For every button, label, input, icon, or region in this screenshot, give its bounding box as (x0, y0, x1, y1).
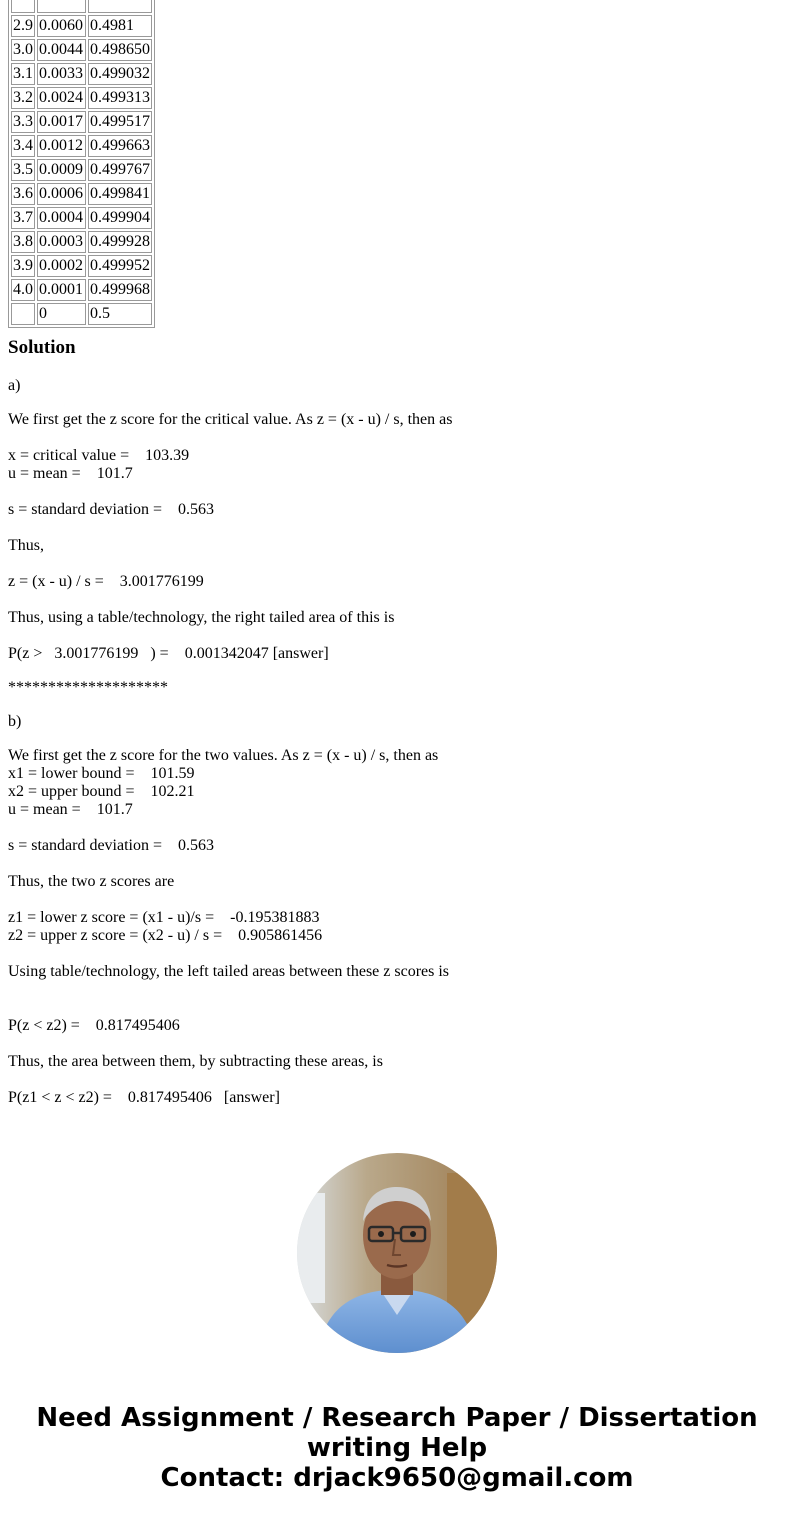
table-cell: 0.0006 (37, 183, 86, 205)
table-row (11, 279, 152, 301)
table-cell: 0.0002 (37, 255, 86, 277)
part-b-answer: P(z1 < z < z2) = 0.817495406 [answer] (8, 1089, 280, 1106)
table-cell: 0.4981 (88, 15, 152, 37)
table-cell (37, 0, 86, 13)
table-cell: 0 (37, 303, 86, 325)
table-cell: 3.1 (11, 63, 35, 85)
part-b-label: b) (8, 713, 22, 730)
table-cell: 4.0 (11, 279, 35, 301)
z-table (8, 0, 155, 328)
part-b-intro: We first get the z score for the two values. As z = (x - u) / s, then as (8, 747, 439, 764)
table-row (11, 255, 152, 277)
table-cell (11, 303, 35, 325)
part-b-z2-line: z2 = upper z score = (x2 - u) / s = 0.905861456 (8, 927, 323, 944)
part-a-label: a) (8, 377, 21, 394)
table-row (11, 63, 152, 85)
table-row (11, 39, 152, 61)
part-b-u-line: u = mean = 101.7 (8, 801, 133, 818)
table-cell (88, 0, 152, 13)
part-b-tech-line: Using table/technology, the left tailed areas between these z scores is (8, 963, 450, 980)
part-b-s-line: s = standard deviation = 0.563 (8, 837, 215, 854)
table-row (11, 87, 152, 109)
table-cell: 3.5 (11, 159, 35, 181)
table-cell: 3.4 (11, 135, 35, 157)
table-cell: 0.0003 (37, 231, 86, 253)
table-cell: 0.0001 (37, 279, 86, 301)
part-a-intro: We first get the z score for the critical value. As z = (x - u) / s, then as (8, 411, 453, 428)
table-cell: 0.499841 (88, 183, 152, 205)
banner-line-1: Need Assignment / Research Paper / Dissertation (36, 1403, 758, 1433)
part-a-u-line: u = mean = 101.7 (8, 465, 133, 482)
part-a-s-line: s = standard deviation = 0.563 (8, 501, 215, 518)
table-cell: 0.0012 (37, 135, 86, 157)
table-cell: 3.2 (11, 87, 35, 109)
table-cell: 0.0017 (37, 111, 86, 133)
table-cell: 0.499517 (88, 111, 152, 133)
table-cell: 3.8 (11, 231, 35, 253)
table-row (11, 303, 152, 325)
table-row (11, 15, 152, 37)
part-b-between-line: Thus, the area between them, by subtracting these areas, is (8, 1053, 383, 1070)
avatar-portrait (297, 1153, 497, 1353)
table-row (11, 111, 152, 133)
table-cell: 0.0060 (37, 15, 86, 37)
table-cell: 0.499952 (88, 255, 152, 277)
part-a-z-line: z = (x - u) / s = 3.001776199 (8, 573, 204, 590)
part-a-table-line: Thus, using a table/technology, the right tailed area of this is (8, 609, 395, 626)
table-cell: 3.7 (11, 207, 35, 229)
table-cell: 0.0044 (37, 39, 86, 61)
table-cell: 0.499663 (88, 135, 152, 157)
part-b-x2-line: x2 = upper bound = 102.21 (8, 783, 195, 800)
part-a-answer: P(z > 3.001776199 ) = 0.001342047 [answer] (8, 645, 329, 662)
part-b-z1-line: z1 = lower z score = (x1 - u)/s = -0.195381883 (8, 909, 320, 926)
contact-banner (0, 1403, 794, 1493)
separator: ******************** (8, 679, 168, 696)
table-cell: 0.499904 (88, 207, 152, 229)
banner-line-2: writing Help (306, 1433, 488, 1463)
solution-heading: Solution (8, 337, 76, 358)
table-cell: 0.499968 (88, 279, 152, 301)
avatar (297, 1153, 497, 1353)
banner-contact: Contact: drjack9650@gmail.com (160, 1463, 634, 1493)
table-row (11, 0, 152, 13)
table-row (11, 207, 152, 229)
table-cell: 0.5 (88, 303, 152, 325)
table-row (11, 159, 152, 181)
table-cell: 0.499032 (88, 63, 152, 85)
table-cell: 0.499928 (88, 231, 152, 253)
table-cell: 0.0033 (37, 63, 86, 85)
table-cell (11, 0, 35, 13)
table-cell: 0.498650 (88, 39, 152, 61)
table-cell: 3.9 (11, 255, 35, 277)
table-row (11, 231, 152, 253)
table-cell: 0.499767 (88, 159, 152, 181)
table-row (11, 183, 152, 205)
table-cell: 3.6 (11, 183, 35, 205)
part-b-x1-line: x1 = lower bound = 101.59 (8, 765, 195, 782)
z-table-body (11, 0, 152, 325)
part-a-thus: Thus, (8, 537, 44, 554)
table-cell: 0.499313 (88, 87, 152, 109)
table-row (11, 135, 152, 157)
part-a-x-line: x = critical value = 103.39 (8, 447, 190, 464)
table-cell: 2.9 (11, 15, 35, 37)
table-cell: 3.0 (11, 39, 35, 61)
table-cell: 3.3 (11, 111, 35, 133)
part-b-two-z: Thus, the two z scores are (8, 873, 175, 890)
table-cell: 0.0004 (37, 207, 86, 229)
table-cell: 0.0009 (37, 159, 86, 181)
table-cell: 0.0024 (37, 87, 86, 109)
part-b-pz2-line: P(z < z2) = 0.817495406 (8, 1017, 180, 1034)
